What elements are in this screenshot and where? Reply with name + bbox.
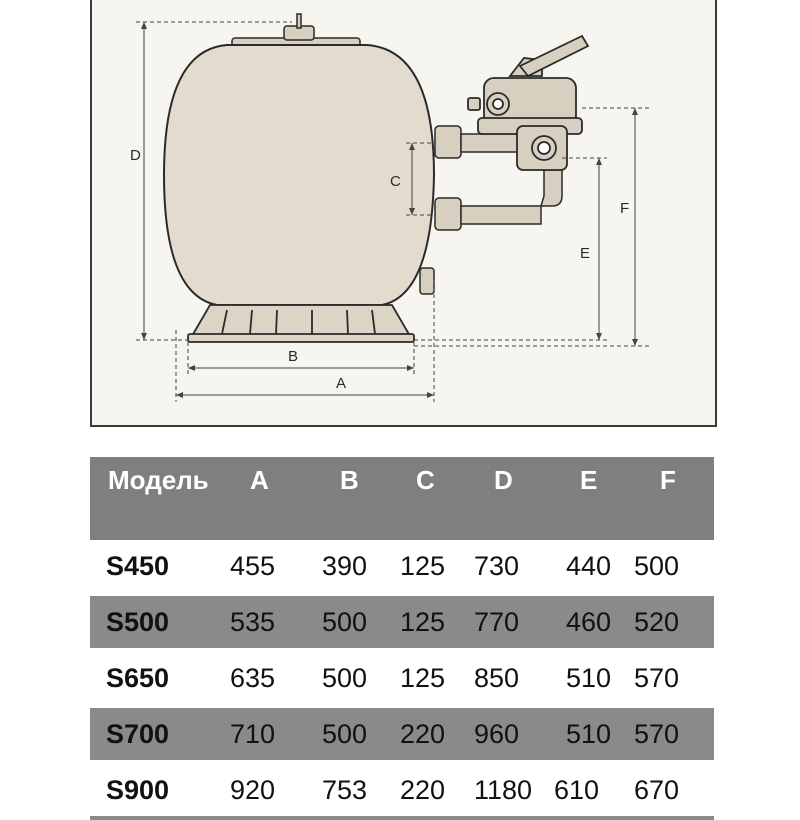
cell-d: 960 xyxy=(474,706,554,762)
cell-d: 770 xyxy=(474,594,554,650)
cell-b: 753 xyxy=(322,762,400,816)
dimension-label-d: D xyxy=(130,147,141,164)
model-dimensions-table xyxy=(90,457,714,820)
cell-model: S700 xyxy=(90,706,230,762)
cell-b: 390 xyxy=(322,540,400,594)
cell-c: 125 xyxy=(400,540,474,594)
cell-model: S500 xyxy=(90,594,230,650)
cell-e: 440 xyxy=(554,540,634,594)
cell-a: 535 xyxy=(230,594,322,650)
dimension-label-f: F xyxy=(620,200,630,217)
dimension-label-e: E xyxy=(580,245,591,262)
dimension-label-a: A xyxy=(336,375,347,392)
column-header-e: E xyxy=(554,457,634,540)
cell-model: S450 xyxy=(90,540,230,594)
column-header-c: C xyxy=(400,457,474,540)
cell-a: 920 xyxy=(230,762,322,816)
cell-b: 500 xyxy=(322,650,400,706)
cell-b: 500 xyxy=(322,706,400,762)
cell-d: 730 xyxy=(474,540,554,594)
dimension-label-b: B xyxy=(288,348,299,365)
tank-top-fitting xyxy=(232,14,360,48)
table-row xyxy=(90,650,714,706)
cell-f: 500 xyxy=(634,540,714,594)
cell-b: 500 xyxy=(322,594,400,650)
cell-d: 850 xyxy=(474,650,554,706)
table-row xyxy=(90,706,714,762)
filter-diagram-panel xyxy=(90,0,717,427)
cell-f: 570 xyxy=(634,650,714,706)
cell-c: 220 xyxy=(400,762,474,816)
drain-port xyxy=(420,268,434,294)
cell-e: 510 xyxy=(554,706,634,762)
cell-model: S650 xyxy=(90,650,230,706)
cell-c: 125 xyxy=(400,650,474,706)
column-header-b: B xyxy=(322,457,400,540)
cell-f: 570 xyxy=(634,706,714,762)
column-header-d: D xyxy=(474,457,554,540)
cell-a: 635 xyxy=(230,650,322,706)
cell-c: 125 xyxy=(400,594,474,650)
cell-f: 520 xyxy=(634,594,714,650)
dimension-label-c: C xyxy=(390,173,401,190)
cell-e: 610 xyxy=(554,762,634,816)
table-bottom-band xyxy=(90,816,714,820)
cell-f: 670 xyxy=(634,762,714,816)
table-row xyxy=(90,540,714,594)
cell-e: 510 xyxy=(554,650,634,706)
base-stand xyxy=(188,305,414,342)
cell-d: 1180 xyxy=(474,762,554,816)
table-row xyxy=(90,594,714,650)
column-header-model: Модель xyxy=(90,457,230,540)
cell-model: S900 xyxy=(90,762,230,816)
cell-e: 460 xyxy=(554,594,634,650)
table-row xyxy=(90,762,714,816)
cell-a: 710 xyxy=(230,706,322,762)
column-header-a: A xyxy=(230,457,322,540)
table-header-row xyxy=(90,457,714,540)
cell-a: 455 xyxy=(230,540,322,594)
cell-c: 220 xyxy=(400,706,474,762)
column-header-f: F xyxy=(634,457,714,540)
sand-filter-drawing xyxy=(92,0,719,427)
